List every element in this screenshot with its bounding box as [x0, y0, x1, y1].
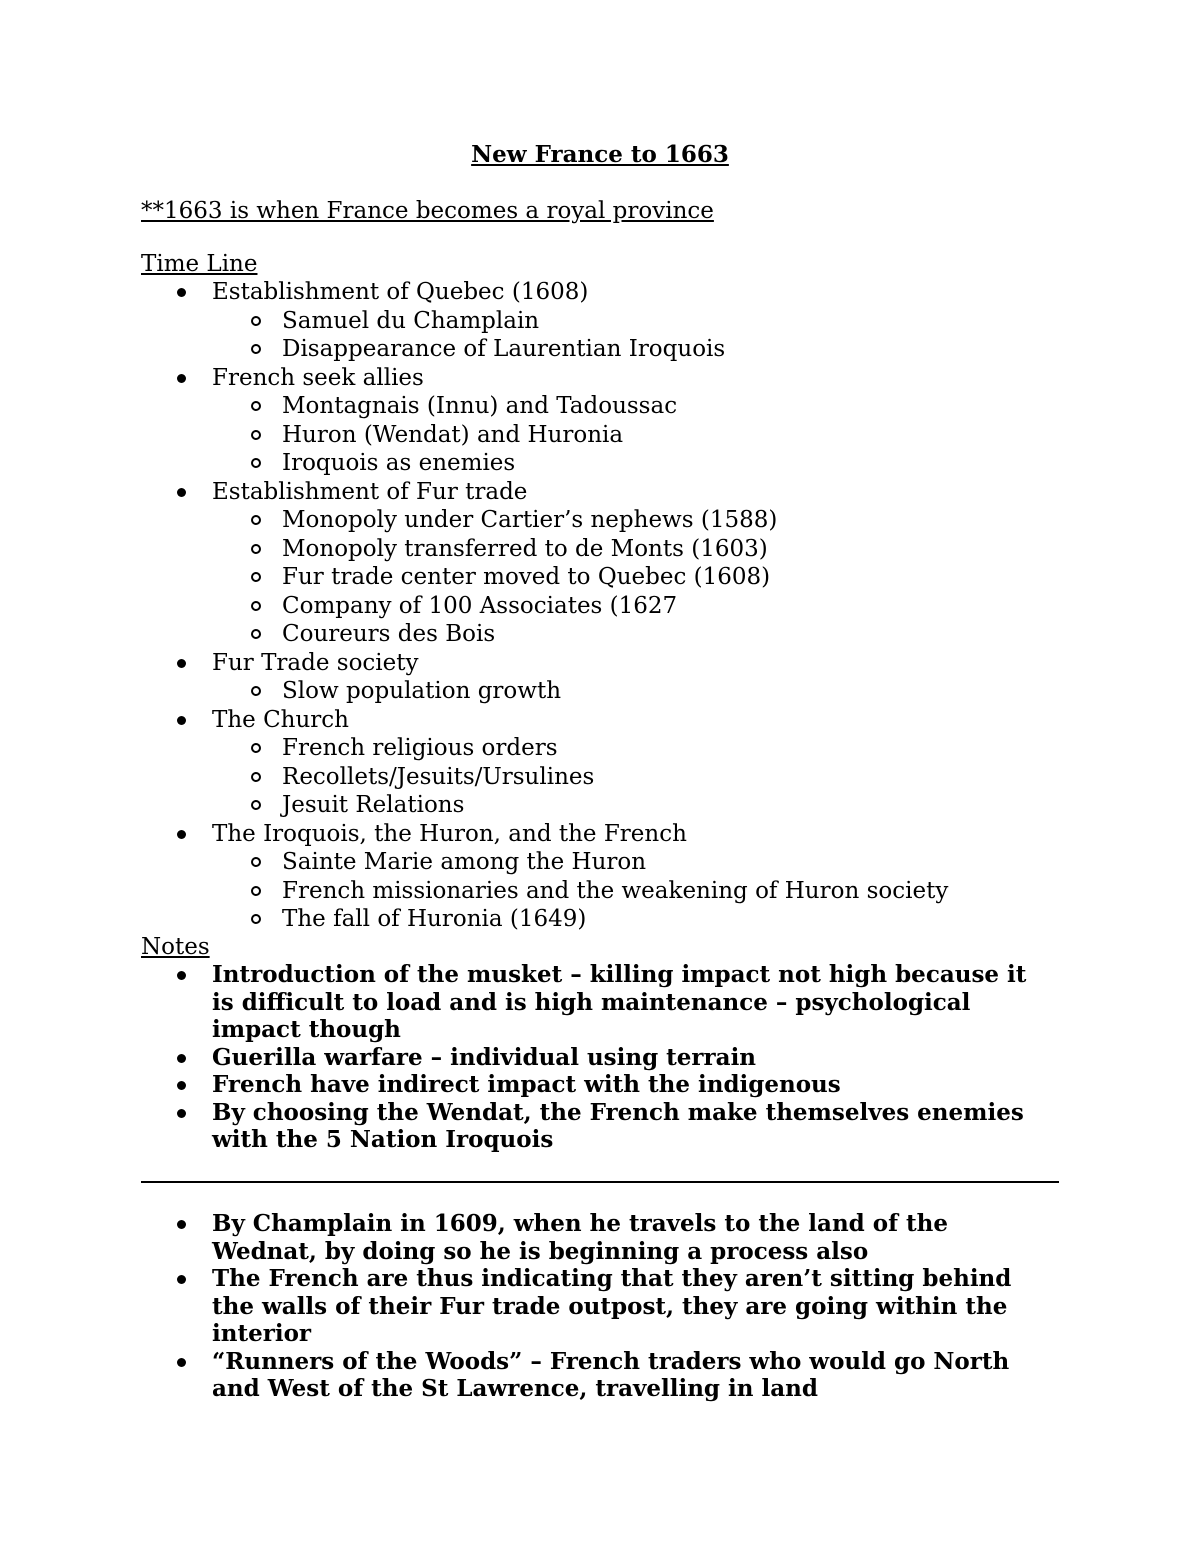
timeline-subitem: The fall of Huronia (1649)	[141, 905, 948, 934]
timeline-subitem: Montagnais (Innu) and Tadoussac	[141, 392, 948, 421]
timeline-sublist	[141, 392, 948, 478]
timeline-subitem: Slow population growth	[141, 677, 948, 706]
notes-item: Guerilla warfare – individual using terrain	[141, 1044, 1052, 1072]
timeline-heading: Time Line	[141, 251, 258, 277]
timeline-subitem: French missionaries and the weakening of Huron society	[141, 877, 948, 906]
timeline-item: The Church French religious orders Recollets/Jesuits/Ursulines Jesuit Relations	[141, 706, 948, 820]
timeline-subitem: Samuel du Champlain	[141, 307, 948, 336]
timeline-subitem: Coureurs des Bois	[141, 620, 948, 649]
timeline-subitem: Monopoly under Cartier’s nephews (1588)	[141, 506, 948, 535]
timeline-section	[141, 250, 948, 934]
timeline-item: Establishment of Fur trade Monopoly under Cartier’s nephews (1588) Monopoly transferred to de Monts (1603) Fur trade center moved to Quebec (1608) Company of 100 Associates (1627 Coureurs des Bois	[141, 478, 948, 649]
timeline-item: Fur Trade society Slow population growth	[141, 649, 948, 706]
notes-heading: Notes	[141, 934, 210, 960]
timeline-subitem: Company of 100 Associates (1627	[141, 592, 948, 621]
after-rule-item: By Champlain in 1609, when he travels to the land of the Wednat, by doing so he is beginning a process also	[141, 1210, 1052, 1265]
timeline-subitem: Disappearance of Laurentian Iroquois	[141, 335, 948, 364]
after-rule-item: The French are thus indicating that they aren’t sitting behind the walls of their Fur trade outpost, they are going within the interior	[141, 1265, 1052, 1348]
timeline-subitem: Recollets/Jesuits/Ursulines	[141, 763, 948, 792]
timeline-sublist	[141, 848, 948, 934]
notes-section	[141, 933, 1052, 1154]
timeline-item: French seek allies Montagnais (Innu) and Tadoussac Huron (Wendat) and Huronia Iroquois as enemies	[141, 364, 948, 478]
timeline-subitem: Jesuit Relations	[141, 791, 948, 820]
notes-item: Introduction of the musket – killing impact not high because it is difficult to load and is high maintenance – psychological impact though	[141, 961, 1052, 1044]
timeline-sublist	[141, 506, 948, 649]
after-rule-list	[141, 1210, 1052, 1403]
timeline-item: The Iroquois, the Huron, and the French Sainte Marie among the Huron French missionaries and the weakening of Huron society The fall of Huronia (1649)	[141, 820, 948, 934]
document-title: New France to 1663	[471, 141, 729, 168]
notes-list	[141, 961, 1052, 1154]
timeline-sublist	[141, 307, 948, 364]
notes-item: By choosing the Wendat, the French make themselves enemies with the 5 Nation Iroquois	[141, 1099, 1052, 1154]
timeline-sublist	[141, 734, 948, 820]
notes-item: French have indirect impact with the indigenous	[141, 1071, 1052, 1099]
timeline-subitem: Fur trade center moved to Quebec (1608)	[141, 563, 948, 592]
timeline-item: Establishment of Quebec (1608) Samuel du Champlain Disappearance of Laurentian Iroquois	[141, 278, 948, 364]
royal-province-note: **1663 is when France becomes a royal province	[141, 198, 714, 224]
horizontal-rule	[141, 1181, 1059, 1183]
after-rule-section	[141, 1210, 1052, 1403]
timeline-subitem: Monopoly transferred to de Monts (1603)	[141, 535, 948, 564]
after-rule-item: “Runners of the Woods” – French traders who would go North and West of the St Lawrence, travelling in land	[141, 1348, 1052, 1403]
timeline-subitem: Iroquois as enemies	[141, 449, 948, 478]
timeline-subitem: French religious orders	[141, 734, 948, 763]
timeline-subitem: Huron (Wendat) and Huronia	[141, 421, 948, 450]
timeline-subitem: Sainte Marie among the Huron	[141, 848, 948, 877]
timeline-list	[141, 278, 948, 934]
timeline-sublist	[141, 677, 948, 706]
